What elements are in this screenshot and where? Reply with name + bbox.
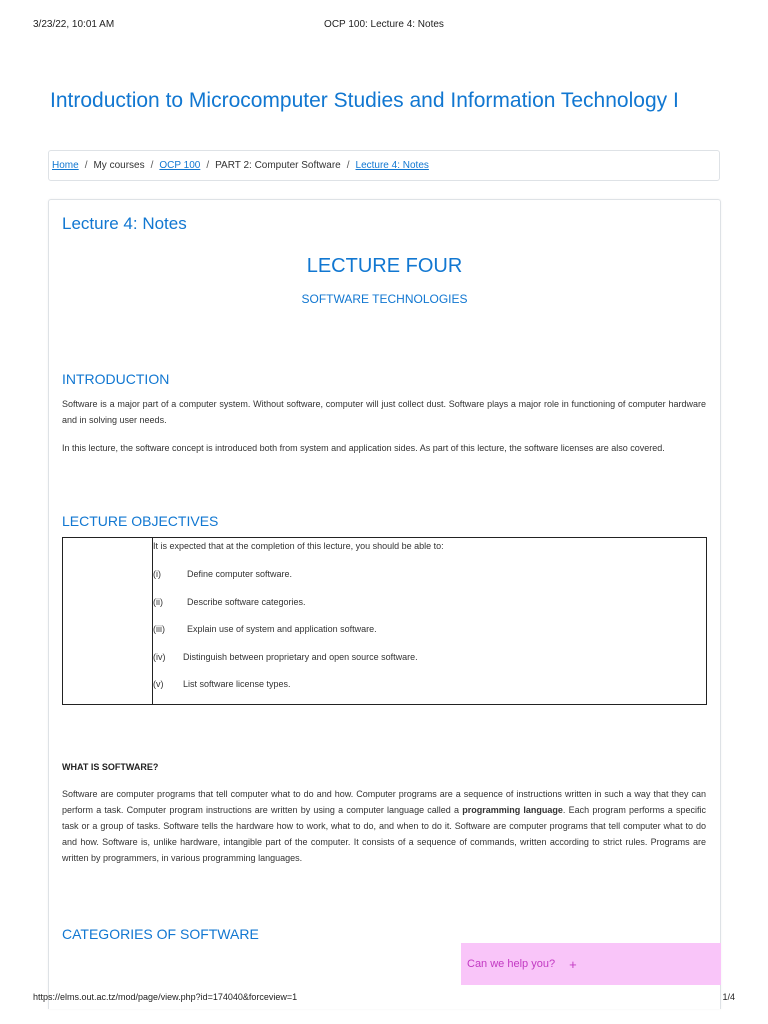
breadcrumb (48, 150, 720, 181)
objective-text: Distinguish between proprietary and open source software. (183, 652, 418, 662)
breadcrumb-separator: / (150, 160, 154, 171)
page-number: 1/4 (722, 992, 735, 1002)
objectives-heading: LECTURE OBJECTIVES (62, 513, 219, 529)
objective-number: (ii) (153, 597, 163, 607)
paragraph-text: Software are computer programs that tell computer what to do and how. Computer programs are a sequence of instructions written in such a way that they can perform a task. Computer program instructions are written by using a computer language called a (62, 789, 706, 815)
breadcrumb-current-page[interactable]: Lecture 4: Notes (355, 160, 429, 171)
lecture-subtitle: SOFTWARE TECHNOLOGIES (301, 292, 468, 306)
introduction-heading: INTRODUCTION (62, 371, 170, 387)
categories-heading: CATEGORIES OF SOFTWARE (62, 926, 259, 942)
chat-widget[interactable] (461, 943, 721, 985)
paragraph-text: . Each program performs a specific task or a group of tasks. Software tells the hardware how to work, what to do, and when to do it. Software are computer programs that tell computer what to do and how. Software is, unlike hardware, intangible part of the computer. It consists of a sequence of commands, written according to strict rules. Programs are written by programmers, in various programming languages. (62, 805, 706, 863)
print-footer (0, 992, 768, 1006)
chat-label[interactable]: Can we help you? (467, 958, 556, 970)
objective-number: (v) (153, 679, 164, 689)
breadcrumb-separator: / (84, 160, 88, 171)
objectives-intro: It is expected that at the completion of this lecture, you should be able to: (153, 541, 444, 551)
what-is-software-paragraph (62, 786, 706, 866)
objective-text: List software license types. (183, 679, 291, 689)
print-header (0, 0, 768, 40)
bold-term: programming language (462, 805, 563, 815)
breadcrumb-home[interactable]: Home (52, 160, 79, 171)
objective-number: (iii) (153, 624, 165, 634)
objective-text: Define computer software. (187, 569, 293, 579)
objective-text: Describe software categories. (187, 597, 306, 607)
what-is-software-heading: WHAT IS SOFTWARE? (62, 762, 159, 772)
objective-text: Explain use of system and application software. (187, 624, 377, 634)
introduction-paragraph-2: In this lecture, the software concept is introduced both from system and application sides. As part of this lecture, the software licenses are also covered. (62, 443, 665, 453)
plus-icon[interactable]: + (569, 956, 577, 972)
print-url: https://elms.out.ac.tz/mod/page/view.php?id=174040&forceview=1 (33, 992, 298, 1002)
introduction-paragraph-1: Software is a major part of a computer system. Without software, computer will just collect dust. Software plays a major role in functioning of computer hardware and in solving user needs. (62, 399, 706, 425)
course-title: Introduction to Microcomputer Studies and Information Technology I (50, 89, 679, 112)
objective-number: (iv) (153, 652, 166, 662)
print-title: OCP 100: Lecture 4: Notes (324, 19, 444, 30)
lecture-title: LECTURE FOUR (306, 255, 463, 277)
print-date: 3/23/22, 10:01 AM (33, 19, 115, 30)
breadcrumb-my-courses: My courses (93, 160, 145, 171)
breadcrumb-separator: / (346, 160, 350, 171)
page-heading: Lecture 4: Notes (62, 214, 187, 233)
breadcrumb-course[interactable]: OCP 100 (159, 160, 201, 171)
objective-number: (i) (153, 569, 161, 579)
breadcrumb-section: PART 2: Computer Software (215, 160, 341, 171)
breadcrumb-separator: / (206, 160, 210, 171)
